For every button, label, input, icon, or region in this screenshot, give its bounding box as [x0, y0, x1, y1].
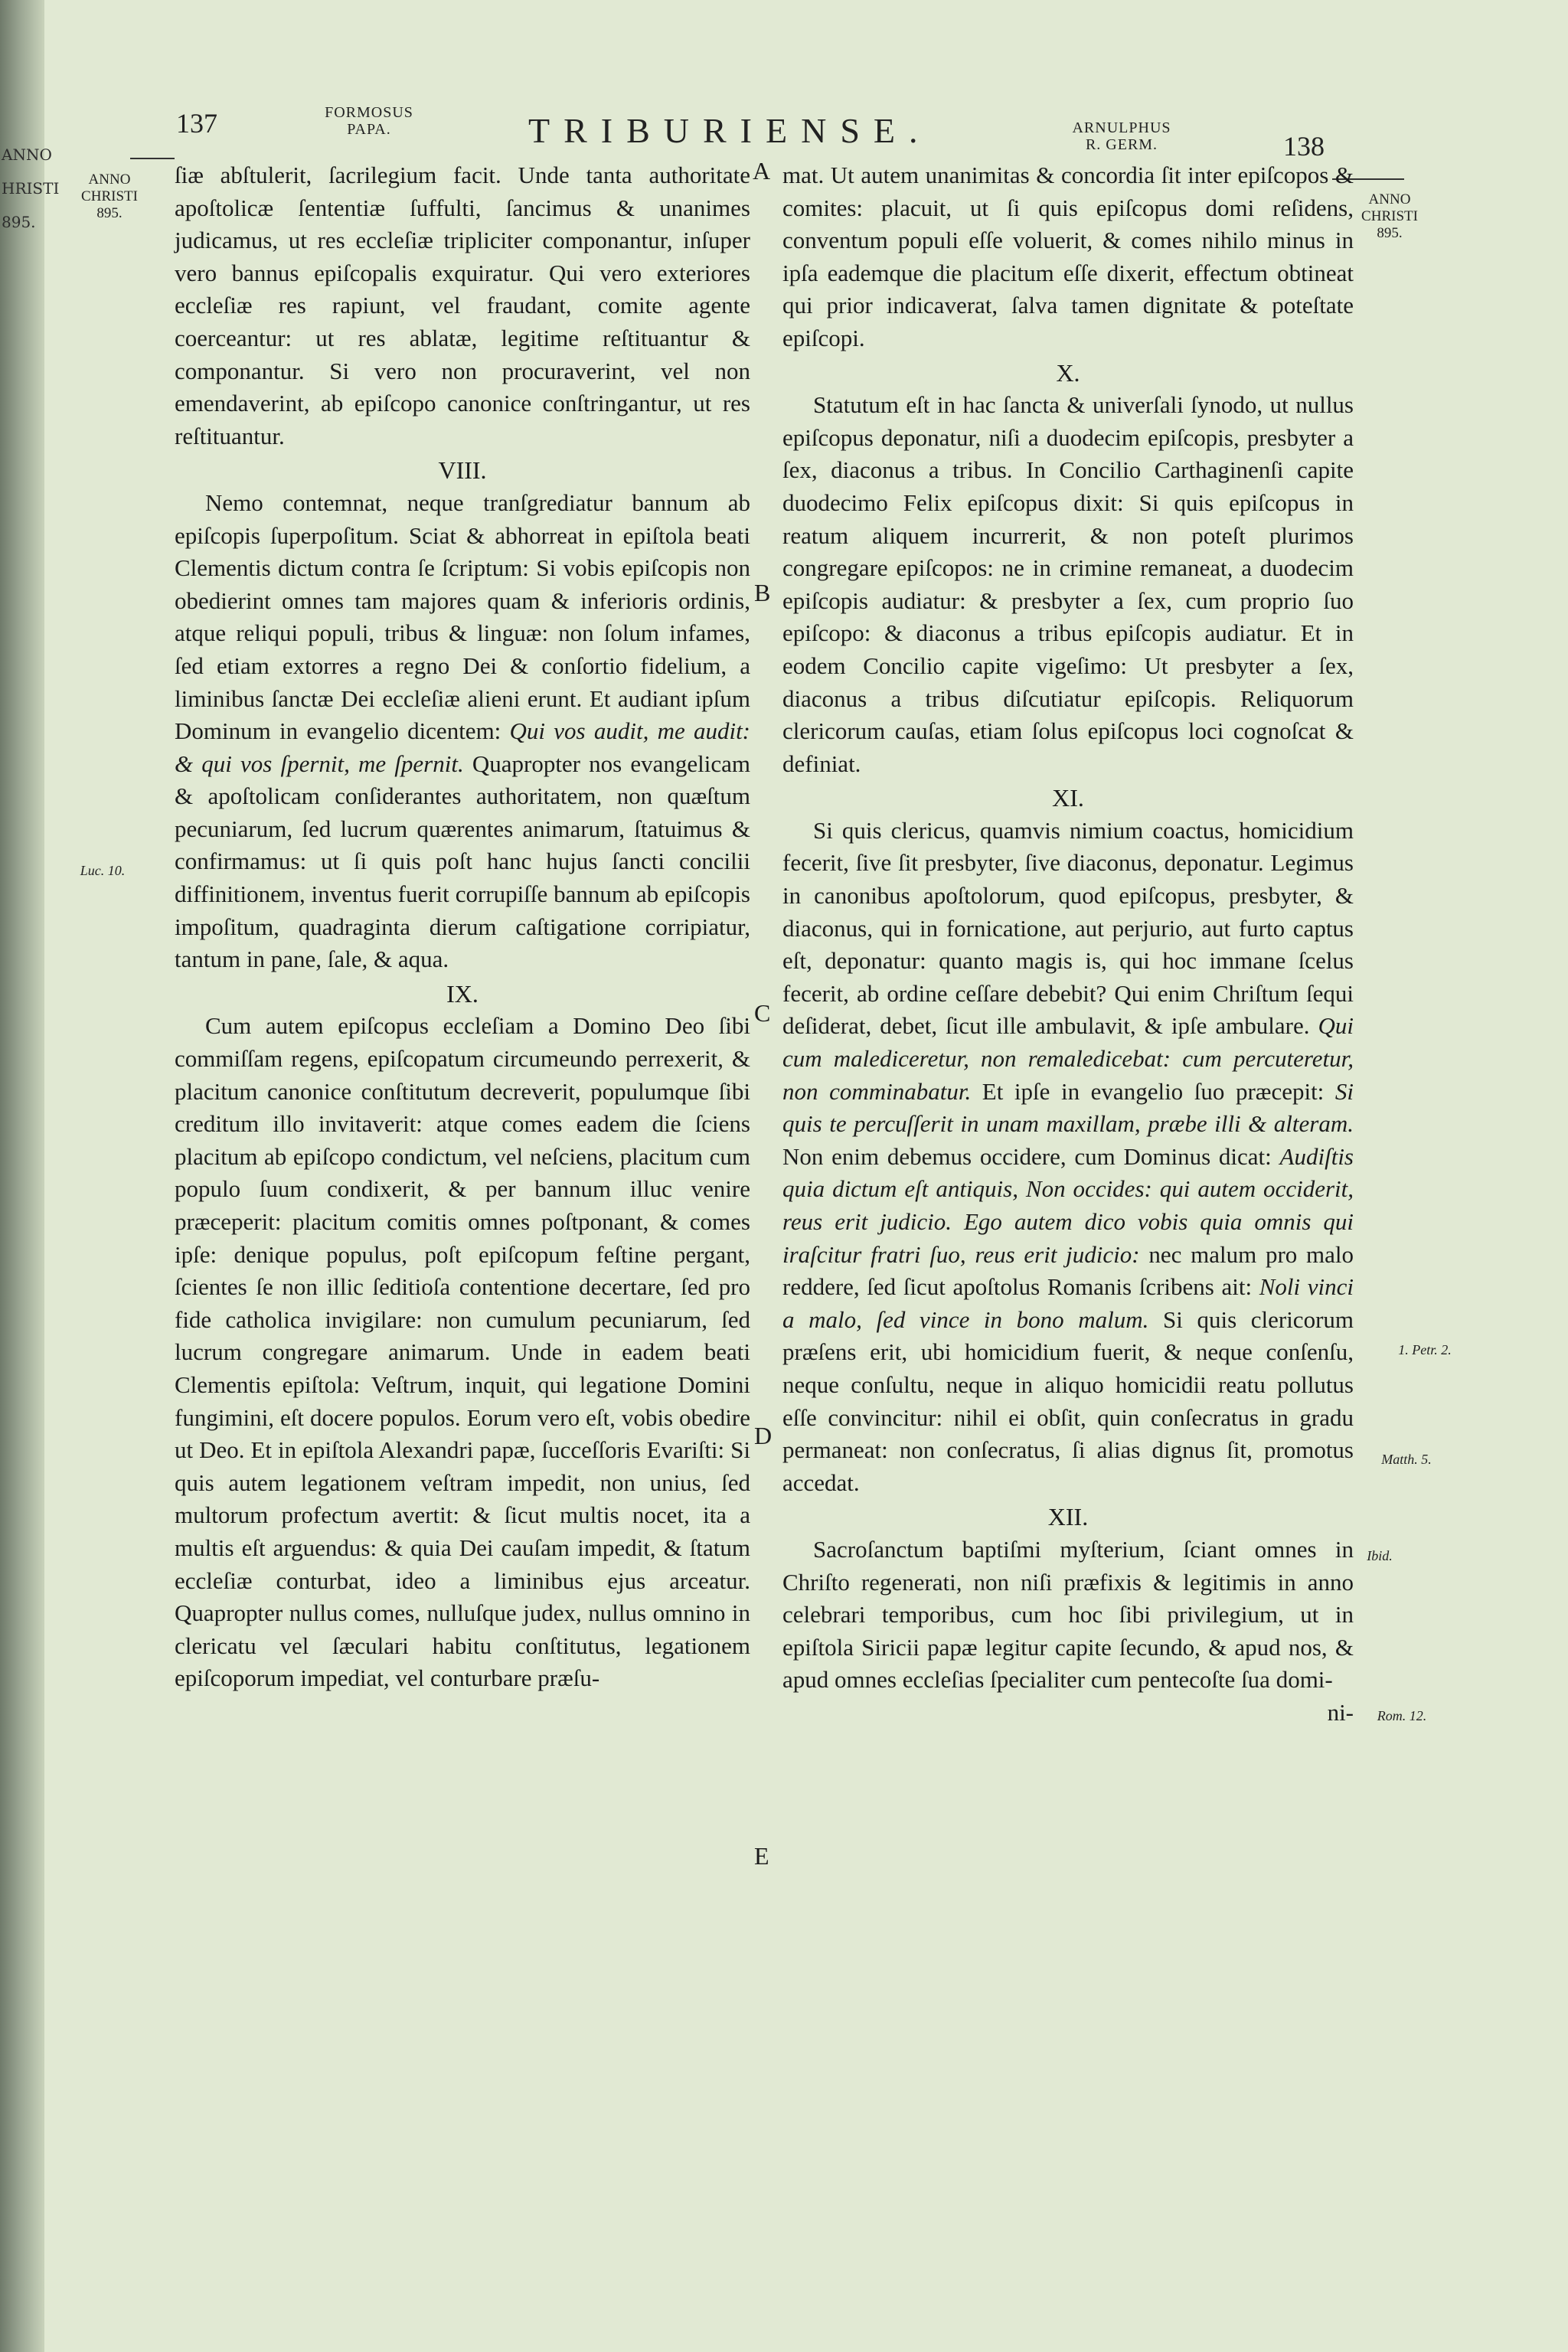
left-paragraph-3: Cum autem epiſcopus eccleſiam a Domino Deo ſibi commiſſam regens, epiſcopatum circumeundo perrexerit, & placitum canonice conſtitutum decreverit, populumque ſibi creditum illo invitaverit: atque comes eadem die ſciens placitum ab epiſcopo condictum, vel neſciens, placitum cum populo ſuum condixerit, & per bannum illuc venire præceperit: placitum comitis omnes poſtponant, & comes ipſe: denique populus, poſt epiſcopum feſtine pergant, ſcientes ſe non illic ſeditioſa contentione decertare, ſed pro fide catholica invigilare: non cumulum pecuniarum, ſed lucrum congregare animarum. Unde in eadem beati Clementis epiſtola: Veſtrum, inquit, qui legatione Domini fungimini, eſt docere populos. Eorum vero eſt, vobis obedire ut Deo. Et in epiſtola Alexandri papæ, ſucceſſoris Evariſti: Si quis autem legationem veſtram impedit, non unius, ſed multorum profectum avertit: & ſicut multis nocet, ita a multis eſt arguendus: & quia Dei cauſam impedit, & ſtatum eccleſiæ conturbat, ideo a liminibus ejus arceatur. Quapropter nullus comes, nulluſque judex, nullus omnino in clericatu vel ſæculari habitu conſtitutus, legationem epiſcoporum impediat, vel conturbare præſu-: [175, 1012, 750, 1692]
margin-ref-matth-text: Matth. 5.: [1381, 1452, 1432, 1467]
right-p3-text-c: Non enim debemus occidere, cum Dominus dicat:: [782, 1142, 1272, 1170]
section-letter-e: E: [754, 1842, 769, 1870]
margin-ref-petr: [1383, 1341, 1467, 1359]
facing-page-fragments: ANNO HRISTI 895.: [2, 145, 60, 231]
margin-year-right: [1348, 191, 1432, 242]
right-p3-text-e: Si quis clericorum præſens erit, ubi homicidium fuerit, & neque conſenſu, neque conſultu, neque in aliquo homicidii reatu pollutus eſſe convincitur: nihil ei obſit, quin conſecratus in gradu permaneat: non conſecratus, ſi alias dignus ſit, promotus accedat.: [782, 1305, 1354, 1496]
margin-ref-ibid-text: Ibid.: [1367, 1548, 1393, 1563]
left-running-head-bottom: PAPA.: [347, 121, 391, 138]
section-heading-viii: VIII.: [438, 456, 487, 485]
right-running-head-top: ARNULPHUS: [1072, 119, 1171, 136]
left-running-head-top: FORMOSUS: [325, 104, 413, 121]
right-paragraph-4: Sacroſanctum baptiſmi myſterium, ſciant omnes in Chriſto regenerati, non niſi præfixis & legitimis in anno celebrari temporibus, cum hoc ſibi privilegium, ut in epiſtola Siricii papæ legitur capite ſecundo, & apud nos, & apud omnes eccleſias ſpecialiter cum pentecoſte ſua domi-: [782, 1535, 1354, 1694]
catchword: ni-: [1327, 1698, 1354, 1726]
right-page-number: 138: [1283, 131, 1325, 162]
section-heading-xii: XII.: [1047, 1503, 1089, 1531]
right-p3-quote-2: Si quis te percuſſerit in unam maxillam, præbe illi & alteram.: [782, 1077, 1354, 1138]
running-title: TRIBURIENSE.: [528, 111, 932, 150]
right-p3-text-a: Si quis clericus, quamvis nimium coactus, homicidium fecerit, ſive ſit presbyter, ſive diaconus, deponatur. Legimus in canonibus apoſtolorum, quod epiſcopus, presbyter, & diaconus, qui in fornicatione, aut perjurio, aut furto captus eſt, deponatur: quanto magis is, qui hoc immane ſcelus fecerit, ab ordine ceſſare debebit? Qui enim Chriſtum ſequi deſiderat, debet, ſicut ille ambulavit, & ipſe ambulare.: [782, 816, 1354, 1040]
section-letter-d: D: [754, 1422, 773, 1449]
margin-ref-rom-text: Rom. 12.: [1377, 1708, 1427, 1723]
left-p2-quote: Qui vos audit, me audit: & qui vos ſpernit, me ſpernit.: [175, 717, 751, 777]
right-p3-text-d: nec malum pro malo reddere, ſed ſicut apoſtolus Romanis ſcribens ait:: [782, 1240, 1354, 1301]
right-paragraph-1: mat. Ut autem unanimitas & concordia ſit inter epiſcopos & comites: placuit, ut ſi quis epiſcopus domi reſidens, conventum populi eſſe voluerit, & comes nihilo minus in ipſa eademque die placitum eſſe dixerit, effectum obtineat qui prior indicaverat, ſalva tamen dignitate & poteſtate epiſcopi.: [782, 162, 1354, 351]
margin-ref-matth: [1364, 1451, 1449, 1468]
right-running-head-bottom: R. GERM.: [1085, 136, 1158, 153]
right-running-head: [1053, 119, 1191, 153]
margin-ref-luc: [64, 862, 141, 880]
margin-year-left: [67, 172, 152, 222]
margin-year-right-number: 895.: [1377, 225, 1403, 241]
section-letter-c: C: [754, 999, 771, 1027]
section-letter-a: A: [753, 157, 771, 185]
facing-page-edge: [0, 0, 60, 2352]
left-p2-text-a: Nemo contemnat, neque tranſgrediatur bannum ab epiſcopis ſuperpoſitum. Sciat & abhorreat in epiſtola beati Clementis dictum contra ſe ſcriptum: Si vobis epiſcopis non obedierint omnes tam majores quam & inferioris ordinis, atque reliqui populi, tribus & linguæ: non ſolum infames, ſed etiam extorres a regno Dei & conſortio fidelium, a liminibus ſanctæ Dei eccleſiæ alieni erunt. Et audiant ipſum Dominum in evangelio dicentem:: [175, 488, 750, 745]
right-p3-quote-3: Audiſtis quia dictum eſt antiquis, Non occides: qui autem occiderit, reus erit judicio. Ego autem dico vobis quia omnis qui iraſcitur fratri ſuo, reus erit judicio:: [782, 1142, 1354, 1268]
margin-ref-petr-text: 1. Petr. 2.: [1398, 1342, 1452, 1357]
left-running-head: [308, 104, 430, 138]
left-p2-text-b: Quapropter nos evangelicam & apoſtolicam conſiderantes authoritatem, non quæſtum pecuniarum, ſed lucrum quærentes animarum, ſtatuimus & confirmamus: ut ſi quis poſt hanc hujus ſancti concilii diffinitionem, inventus fuerit corrupiſſe bannum ab epiſcopis impoſitum, quadraginta dierum caſtigatione corripiatur, tantum in pane, ſale, & aqua.: [175, 750, 750, 973]
section-heading-ix: IX.: [446, 979, 479, 1008]
right-text-column: [782, 159, 1354, 1730]
section-heading-xi: XI.: [1052, 784, 1084, 812]
margin-anno-left: ANNO: [88, 172, 131, 188]
margin-christi-right: CHRISTI: [1361, 208, 1418, 224]
section-letter-b: B: [754, 579, 771, 606]
right-p3-quote-4: Noli vinci a malo, ſed vince in bono malum.: [782, 1273, 1354, 1333]
margin-ref-ibid: [1357, 1547, 1403, 1565]
left-paragraph-2: [175, 487, 750, 976]
margin-anno-right: ANNO: [1368, 191, 1411, 207]
right-paragraph-3: [782, 815, 1354, 1499]
section-heading-x: X.: [1056, 358, 1080, 387]
left-page-number: 137: [176, 108, 217, 139]
margin-christi-left: CHRISTI: [81, 188, 138, 204]
right-p3-quote-1: Qui cum malediceretur, non remaledicebat: cum percuteretur, non comminabatur.: [782, 1012, 1354, 1105]
right-p3-text-b: Et ipſe in evangelio ſuo præcepit:: [982, 1077, 1325, 1105]
margin-year-left-number: 895.: [96, 205, 122, 221]
left-paragraph-1: ſiæ abſtulerit, ſacrilegium facit. Unde tanta authoritate apoſtolicæ ſententiæ ſuffulti, ſancimus & unanimes judicamus, ut res eccleſiæ tripliciter componantur, inſuper vero bannus epiſcopalis exquiratur. Qui vero exteriores eccleſiæ res rapiunt, vel fraudant, comite agente coerceantur: ut res ablatæ, legitime reſtituantur & componantur. Si vero non procuraverint, vel non emendaverint, ab epiſcopo canonice conſtringantur, ut res reſtituantur.: [175, 162, 750, 449]
left-text-column: [175, 159, 750, 1695]
margin-ref-rom: [1360, 1707, 1444, 1725]
margin-ref-luc-text: Luc. 10.: [80, 863, 126, 878]
left-header-rule: [130, 158, 175, 159]
right-paragraph-2: Statutum eſt in hac ſancta & univerſali ſynodo, ut nullus epiſcopus deponatur, niſi a duodecim epiſcopis, presbyter a ſex, diaconus a tribus. In Concilio Carthaginenſi capite duodecimo Felix epiſcopus dixit: Si quis epiſcopus in reatum aliquem incurrerit, & non poteſt plurimos congregare epiſcopos: ne in crimine remaneat, a duodecim epiſcopis audiatur: & presbyter a ſex, cum proprio ſuo epiſcopo: & diaconus a tribus epiſcopis audiatur. Et in eodem Concilio capite vigeſimo: Ut presbyter a ſex, diaconus a tribus diſcutiatur epiſcopis. Reliquorum clericorum cauſas, etiam ſolus epiſcopus loci cognoſcat & definiat.: [782, 391, 1354, 777]
